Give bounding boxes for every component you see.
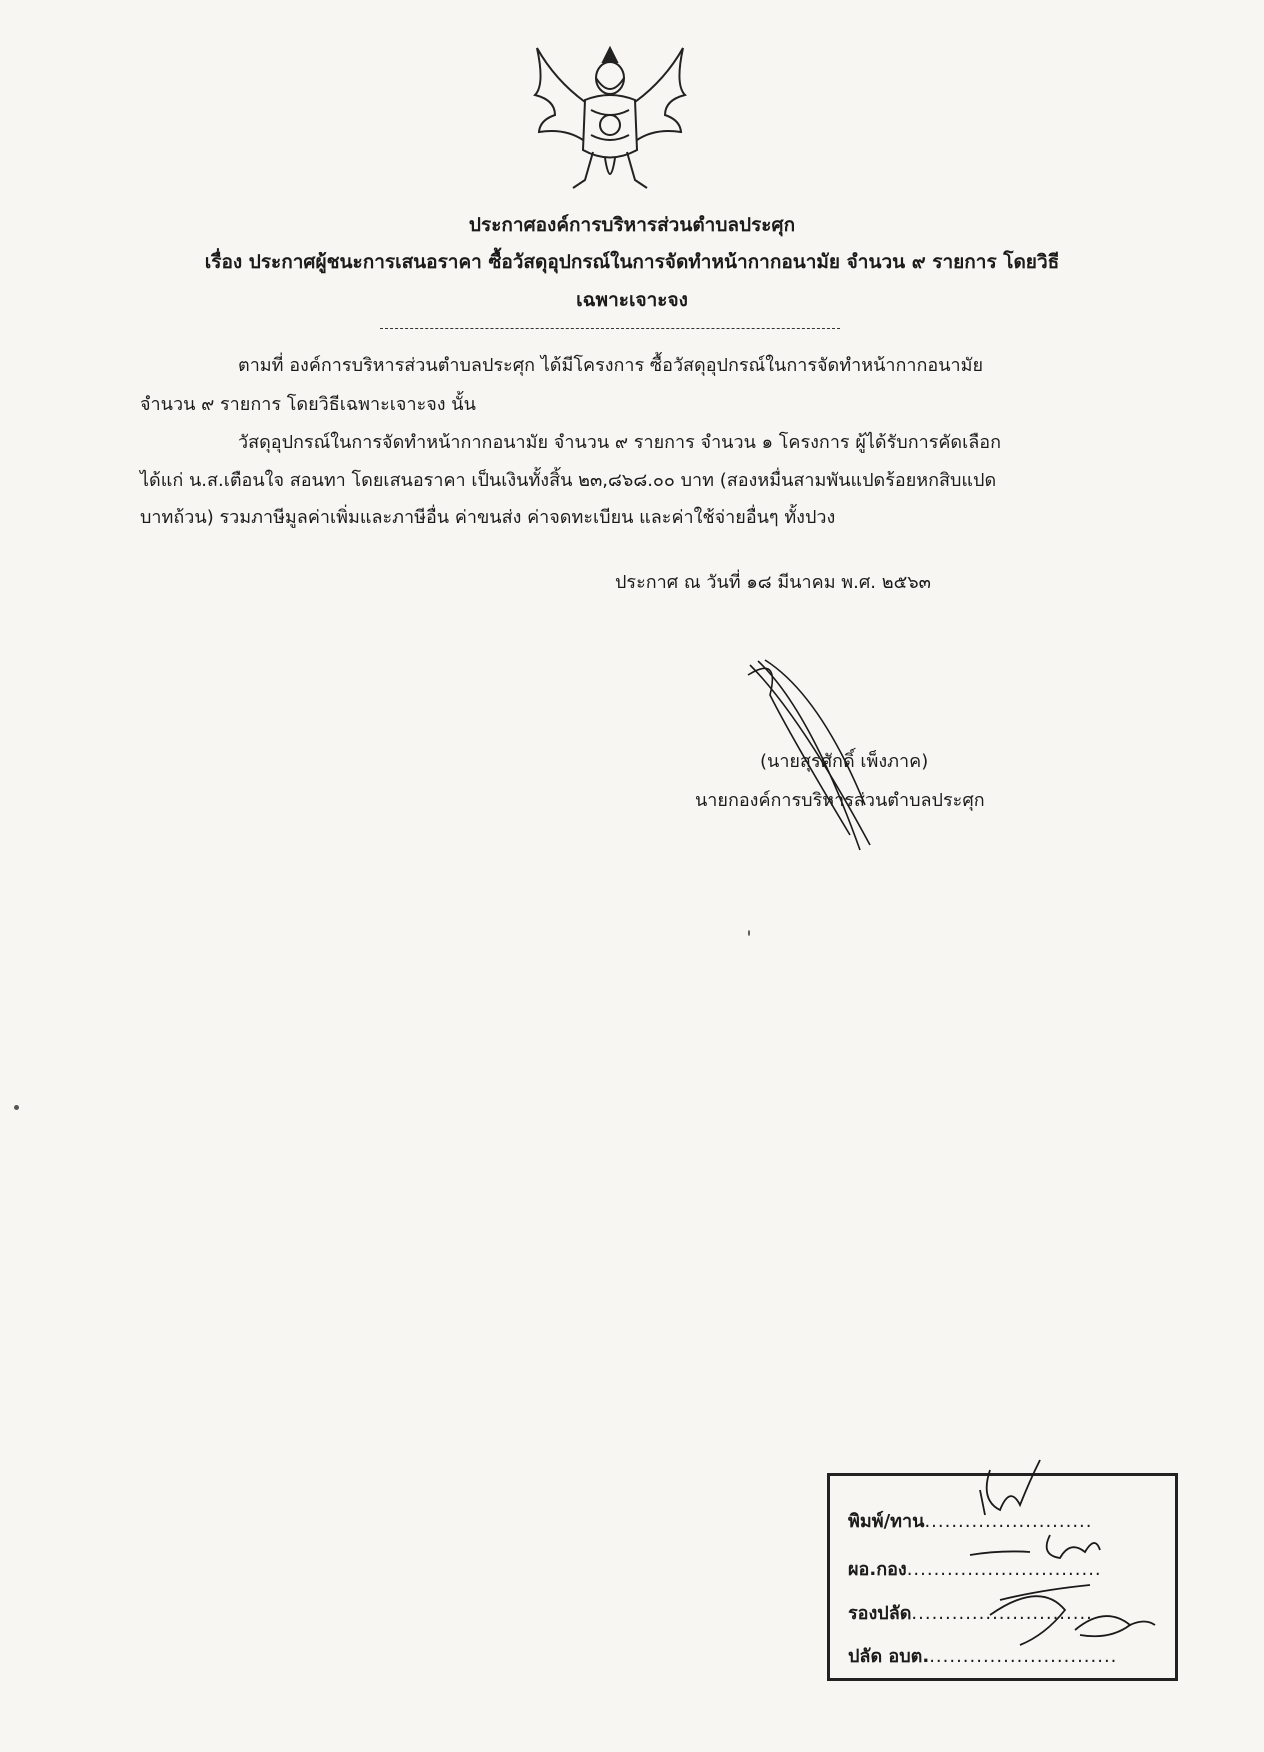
paragraph-2-line-3: บาทถ้วน) รวมภาษีมูลค่าเพิ่มและภาษีอื่น ค่าขนส่ง ค่าจดทะเบียน และค่าใช้จ่ายอื่นๆ ทั้งปวง <box>140 507 836 528</box>
paragraph-2-line-1: วัสดุอุปกรณ์ในการจัดทำหน้ากากอนามัย จำนวน ๙ รายการ จำนวน ๑ โครงการ ผู้ได้รับการคัดเลือก <box>238 432 1001 453</box>
signer-title: นายกองค์การบริหารส่วนตำบลประศุก <box>695 790 985 811</box>
stamp-label-director: ผอ.กอง <box>848 1559 907 1580</box>
document-subject-continued: เฉพาะเจาะจง <box>576 289 688 311</box>
document-title: ประกาศองค์การบริหารส่วนตำบลประศุก <box>468 214 796 236</box>
garuda-emblem <box>525 40 695 200</box>
paragraph-1-line-1: ตามที่ องค์การบริหารส่วนตำบลประศุก ได้มีโครงการ ซื้อวัสดุอุปกรณ์ในการจัดทำหน้ากากอนามัย <box>238 355 984 376</box>
stamp-dots: ............................. <box>906 1559 1102 1580</box>
document-subject: เรื่อง ประกาศผู้ชนะการเสนอราคา ซื้อวัสดุอุปกรณ์ในการจัดทำหน้ากากอนามัย จำนวน ๙ รายการ โดยวิธี <box>204 251 1060 273</box>
stamp-label-deputy: รองปลัด <box>848 1603 912 1624</box>
scan-speck <box>748 930 750 936</box>
paragraph-1-line-2: จำนวน ๙ รายการ โดยวิธีเฉพาะเจาะจง นั้น <box>140 394 476 415</box>
stamp-label-chief: ปลัด อบต. <box>848 1646 930 1667</box>
paragraph-2-line-2: ได้แก่ น.ส.เตือนใจ สอนทา โดยเสนอราคา เป็นเงินทั้งสิ้น ๒๓,๘๖๘.๐๐ บาท (สองหมื่นสามพันแปดร้อยหกสิบแปด <box>140 470 997 491</box>
stamp-dots: ........................... <box>911 1603 1093 1624</box>
scan-speck <box>14 1105 19 1110</box>
signer-name: (นายสุรศักดิ์ เพ็งภาค) <box>760 751 929 772</box>
stamp-label-typist: พิมพ์/ทาน <box>848 1511 925 1532</box>
stamp-initials <box>890 1440 1190 1690</box>
stamp-dots: ............................ <box>929 1646 1118 1667</box>
title-divider <box>380 328 840 329</box>
stamp-dots: ......................... <box>924 1511 1093 1532</box>
announcement-date: ประกาศ ณ วันที่ ๑๘ มีนาคม พ.ศ. ๒๕๖๓ <box>615 572 931 593</box>
